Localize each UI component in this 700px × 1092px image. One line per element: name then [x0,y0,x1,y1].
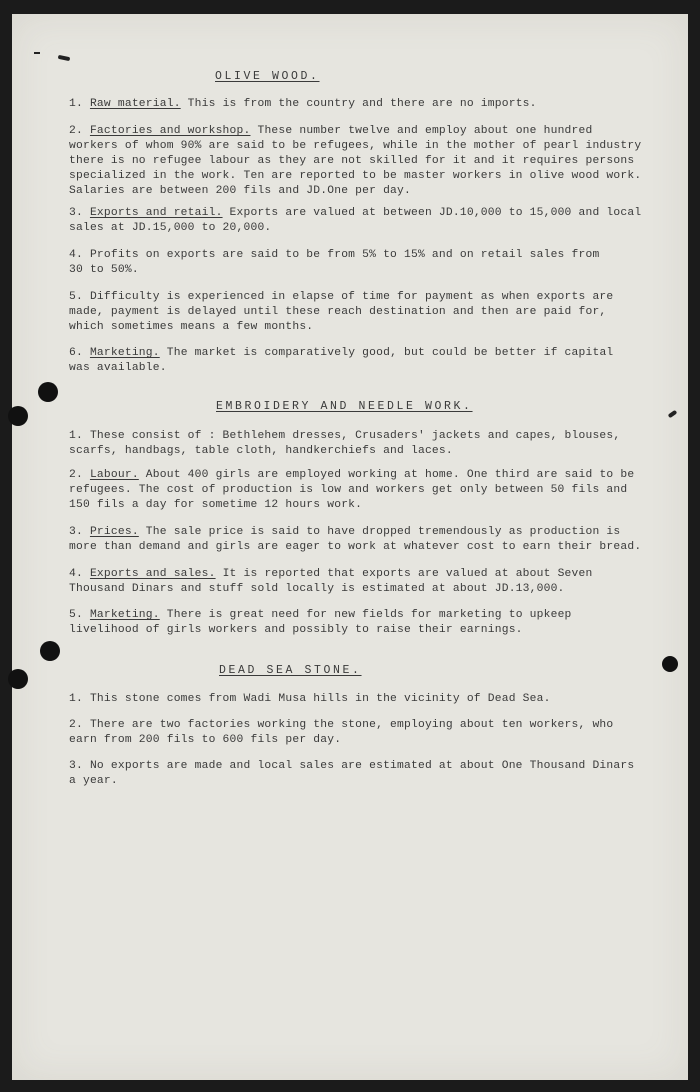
document-page [12,14,688,1080]
embroidery-item-2 [69,468,644,513]
item-number: 3. [69,760,83,772]
punch-hole-lower-1 [40,641,60,661]
olive-wood-item-1 [69,97,644,112]
section-title-dead-sea-stone: DEAD SEA STONE. [219,664,362,677]
item-label: Raw material. [89,98,181,110]
item-text: This is from the country and there are no imports. [180,98,537,110]
item-label: Prices. [89,526,139,538]
dead-sea-item-1 [69,692,644,707]
section-title-embroidery: EMBROIDERY AND NEEDLE WORK. [216,400,473,413]
section-title-olive-wood: OLIVE WOOD. [215,70,320,83]
punch-hole-lower-2 [8,669,28,689]
ink-speck-top-left-2 [34,52,40,54]
item-label: Marketing. [89,347,160,359]
item-label: Factories and workshop. [89,125,251,137]
item-number: 5. [69,291,83,303]
embroidery-item-1 [69,429,644,459]
olive-wood-item-3 [69,206,644,236]
item-text: About 400 girls are employed working at home. One third are said to be refugees. The cost of production is low and workers get only between 50 fils and 150 fils a day for sometime 12 hours work. [69,469,635,511]
item-text: The market is comparatively good, but could be better if capital was available. [69,347,614,374]
item-number: 2. [69,469,83,481]
item-text: Difficulty is experienced in elapse of time for payment as when exports are made, payment is delayed until these reach destination and then are paid for, which sometimes means a few months. [69,291,614,333]
item-number: 4. [69,249,83,261]
item-text: It is reported that exports are valued at about Seven Thousand Dinars and stuff sold locally is estimated at about JD.13,000. [69,568,593,595]
item-text: Profits on exports are said to be from 5% to 15% and on retail sales from 30 to 50%. [69,249,600,276]
embroidery-item-3 [69,525,644,555]
punch-hole-right [662,656,678,672]
embroidery-item-4 [69,567,644,597]
item-text: There is great need for new fields for marketing to upkeep livelihood of girls workers and possibly to raise their earnings. [69,609,572,636]
item-label: Exports and sales. [89,568,216,580]
ink-speck-top-left [58,55,71,61]
item-number: 1. [69,693,83,705]
item-text: This stone comes from Wadi Musa hills in the vicinity of Dead Sea. [82,693,551,705]
dead-sea-item-2 [69,718,644,748]
olive-wood-item-2 [69,124,644,199]
item-text: No exports are made and local sales are estimated at about One Thousand Dinars a year. [69,760,635,787]
olive-wood-item-6 [69,346,644,376]
item-number: 3. [69,207,83,219]
ink-speck-right [668,410,678,418]
item-label: Marketing. [89,609,160,621]
dead-sea-item-3 [69,759,644,789]
punch-hole-upper-1 [38,382,58,402]
item-text: The sale price is said to have dropped tremendously as production is more than demand and girls are eager to work at whatever cost to earn their bread. [69,526,642,553]
embroidery-item-5 [69,608,644,638]
item-number: 3. [69,526,83,538]
item-number: 4. [69,568,83,580]
item-label: Exports and retail. [89,207,223,219]
item-number: 1. [69,430,83,442]
item-number: 1. [69,98,83,110]
item-number: 6. [69,347,83,359]
item-label: Labour. [89,469,139,481]
item-text: Exports are valued at between JD.10,000 to 15,000 and local sales at JD.15,000 to 20,000. [69,207,642,234]
item-number: 2. [69,719,83,731]
item-text: These number twelve and employ about one hundred workers of whom 90% are said to be refugees, while in the mother of pearl industry there is no refugee labour as they are not skilled for it and it requires persons specialized in the work. Ten are reported to be master workers in olive wood work. Salaries are between 200 fils and JD.One per day. [69,125,642,197]
item-text: There are two factories working the stone, employing about ten workers, who earn from 200 fils to 600 fils per day. [69,719,614,746]
olive-wood-item-5 [69,290,644,335]
punch-hole-upper-2 [8,406,28,426]
olive-wood-item-4 [69,248,644,278]
item-number: 5. [69,609,83,621]
item-text: These consist of : Bethlehem dresses, Crusaders' jackets and capes, blouses, scarfs, handbags, table cloth, handkerchiefs and laces. [69,430,621,457]
item-number: 2. [69,125,83,137]
